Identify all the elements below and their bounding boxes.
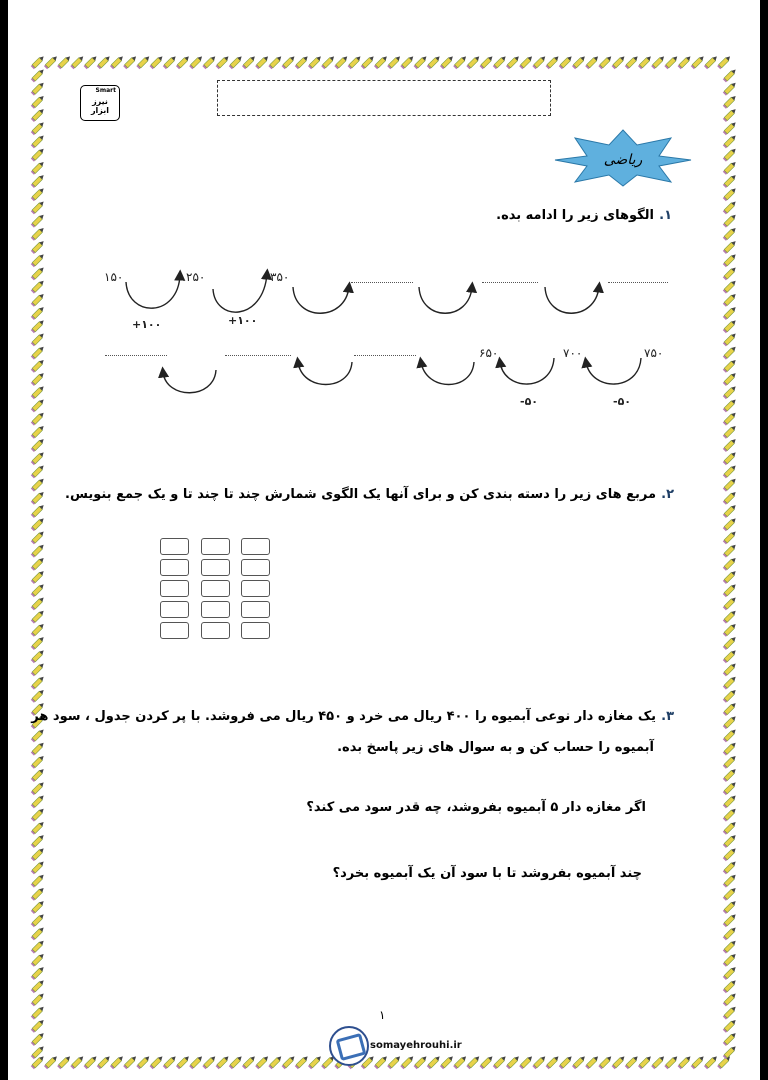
pencil-icon <box>414 1055 428 1069</box>
pencil-icon <box>723 424 737 438</box>
pencil-icon <box>31 979 45 993</box>
pencil-icon <box>723 596 737 610</box>
counting-square <box>201 538 230 555</box>
pencil-icon <box>723 1032 737 1046</box>
q3-subquestion-1: اگر مغازه دار ۵ آبمیوه بفروشد، چه قدر سود می کند؟ <box>306 800 646 815</box>
pencil-icon <box>31 556 45 570</box>
pencil-icon <box>189 1055 203 1069</box>
pencil-icon <box>295 1055 309 1069</box>
pencil-icon <box>440 1055 454 1069</box>
counting-square <box>241 559 270 576</box>
pencil-icon <box>678 1055 692 1069</box>
pencil-icon <box>723 438 737 452</box>
arc-arrow <box>421 362 474 385</box>
pencil-icon <box>31 900 45 914</box>
arc-arrow <box>126 275 180 308</box>
pencil-icon <box>282 1055 296 1069</box>
pencil-icon <box>31 966 45 980</box>
pencil-icon <box>723 952 737 966</box>
pencil-icon <box>136 1055 150 1069</box>
pencil-icon <box>723 900 737 914</box>
pencil-icon <box>374 1055 388 1069</box>
answer-blank[interactable] <box>225 355 291 356</box>
subject-label: ریاضی <box>603 152 643 168</box>
q2-text: مربع های زیر را دسته بندی کن و برای آنها یک الگوی شمارش چند تا چند تا و یک جمع بنویس. <box>65 487 657 502</box>
pencil-icon <box>31 913 45 927</box>
pencil-icon <box>427 1055 441 1069</box>
answer-blank[interactable] <box>351 282 413 283</box>
pencil-icon <box>31 1018 45 1032</box>
pencil-icon <box>723 768 737 782</box>
counting-square <box>201 580 230 597</box>
pencil-icon <box>400 1055 414 1069</box>
pencil-icon <box>723 1018 737 1032</box>
counting-square <box>160 538 189 555</box>
pattern-step: -۵۰ <box>520 395 538 408</box>
pencil-icon <box>723 464 737 478</box>
page-number: ۱ <box>379 1008 386 1022</box>
pencil-icon <box>31 926 45 940</box>
pencil-icon <box>723 926 737 940</box>
pencil-icon <box>723 966 737 980</box>
pencil-icon <box>31 807 45 821</box>
logo-small-text: Smart <box>95 87 116 94</box>
pencil-icon <box>31 1032 45 1046</box>
pencil-icon <box>723 504 737 518</box>
counting-square <box>160 580 189 597</box>
arc-arrow <box>163 370 216 393</box>
pencil-icon <box>31 477 45 491</box>
pencil-icon <box>31 860 45 874</box>
pencil-icon <box>453 1055 467 1069</box>
pencil-icon <box>31 741 45 755</box>
pencil-icon <box>723 754 737 768</box>
pencil-icon <box>723 715 737 729</box>
pencil-icon <box>31 688 45 702</box>
q3-number: ۳. <box>661 709 674 724</box>
pencil-icon <box>723 992 737 1006</box>
pencil-icon <box>31 939 45 953</box>
pattern-value: ۱۵۰ <box>104 270 124 284</box>
arc-arrow <box>586 358 641 384</box>
pencil-icon <box>31 952 45 966</box>
pencil-icon <box>723 477 737 491</box>
arc-arrow <box>500 358 554 384</box>
pencil-icon <box>651 1055 665 1069</box>
pencil-icon <box>723 688 737 702</box>
pencil-icon <box>723 702 737 716</box>
pencil-icon <box>31 754 45 768</box>
counting-square <box>241 622 270 639</box>
pencil-icon <box>585 1055 599 1069</box>
pencil-icon <box>723 741 737 755</box>
pencil-icon <box>723 517 737 531</box>
worksheet-page <box>8 0 760 1080</box>
pencil-icon <box>31 609 45 623</box>
answer-blank[interactable] <box>105 355 167 356</box>
counting-square <box>241 601 270 618</box>
pencil-icon <box>31 794 45 808</box>
pencil-icon <box>31 1005 45 1019</box>
pencil-icon <box>110 1055 124 1069</box>
website-url[interactable]: somayehrouhi.ir <box>370 1040 462 1051</box>
arc-arrow <box>298 362 352 385</box>
pencil-icon <box>31 781 45 795</box>
pencil-icon <box>31 517 45 531</box>
arc-arrow <box>545 287 599 313</box>
pencil-icon <box>723 847 737 861</box>
pencil-icon <box>44 1055 58 1069</box>
pattern-value: ۲۵۰ <box>186 270 206 284</box>
pencil-icon <box>31 820 45 834</box>
pencil-icon <box>70 1055 84 1069</box>
pencil-icon <box>31 464 45 478</box>
pencil-icon <box>625 1055 639 1069</box>
pencil-icon <box>123 1055 137 1069</box>
pattern-step: +۱۰۰ <box>228 314 258 327</box>
pencil-icon <box>723 781 737 795</box>
counting-square <box>201 622 230 639</box>
pencil-icon <box>31 504 45 518</box>
pencil-icon <box>559 1055 573 1069</box>
pencil-icon <box>723 834 737 848</box>
pencil-icon <box>723 490 737 504</box>
pencil-icon <box>506 1055 520 1069</box>
counting-square <box>160 622 189 639</box>
pencil-icon <box>31 847 45 861</box>
pencil-icon <box>723 1005 737 1019</box>
pencil-icon <box>532 1055 546 1069</box>
pencil-icon <box>493 1055 507 1069</box>
pencil-icon <box>31 490 45 504</box>
pencil-icon <box>612 1055 626 1069</box>
arc-arrow <box>419 287 472 313</box>
pencil-icon <box>31 451 45 465</box>
pencil-icon <box>723 556 737 570</box>
pencil-icon <box>31 636 45 650</box>
pencil-icon <box>723 979 737 993</box>
answer-blank[interactable] <box>608 282 668 283</box>
arc-arrow <box>293 287 349 313</box>
pencil-icon <box>704 1055 718 1069</box>
site-logo-icon <box>329 1026 369 1066</box>
pencil-icon <box>176 1055 190 1069</box>
pencil-icon <box>723 636 737 650</box>
counting-square <box>160 559 189 576</box>
pencil-icon <box>546 1055 560 1069</box>
pencil-icon <box>723 451 737 465</box>
pencil-icon <box>638 1055 652 1069</box>
pencil-icon <box>31 530 45 544</box>
question-3-heading <box>31 705 674 724</box>
pencil-icon <box>480 1055 494 1069</box>
pencil-icon <box>723 622 737 636</box>
pattern-step: +۱۰۰ <box>132 318 162 331</box>
counting-square <box>201 559 230 576</box>
pencil-icon <box>229 1055 243 1069</box>
pencil-icon <box>723 583 737 597</box>
pencil-icon <box>242 1055 256 1069</box>
pencil-icon <box>31 583 45 597</box>
q1-number: ۱. <box>659 208 672 223</box>
counting-square <box>241 538 270 555</box>
pencil-icon <box>723 794 737 808</box>
counting-square <box>201 601 230 618</box>
pencil-icon <box>691 1055 705 1069</box>
pencil-icon <box>723 530 737 544</box>
pattern-value: ۷۰۰ <box>563 346 583 360</box>
arc-arrow <box>213 274 267 312</box>
q1-text: الگوهای زیر را ادامه بده. <box>496 208 655 223</box>
pencil-icon <box>84 1055 98 1069</box>
pencil-icon <box>519 1055 533 1069</box>
answer-blank[interactable] <box>482 282 538 283</box>
pencil-icon <box>31 992 45 1006</box>
pencil-icon <box>31 728 45 742</box>
pencil-icon <box>31 662 45 676</box>
pencil-icon <box>723 886 737 900</box>
pencil-icon <box>31 886 45 900</box>
pencil-icon <box>216 1055 230 1069</box>
answer-blank[interactable] <box>354 355 416 356</box>
pencil-icon <box>31 622 45 636</box>
pencil-icon <box>31 675 45 689</box>
pencil-icon <box>723 570 737 584</box>
pencil-icon <box>723 543 737 557</box>
pencil-icon <box>723 649 737 663</box>
pencil-icon <box>723 913 737 927</box>
counting-square <box>241 580 270 597</box>
q2-number: ۲. <box>661 487 674 502</box>
pencil-icon <box>723 662 737 676</box>
pencil-icon <box>31 873 45 887</box>
pencil-icon <box>31 438 45 452</box>
pencil-icon <box>723 1045 737 1059</box>
q3-line2: آبمیوه را حساب کن و به سوال های زیر پاسخ بده. <box>337 740 654 755</box>
q3-line1: یک مغازه دار نوعی آبمیوه را ۴۰۰ ریال می خرد و ۴۵۰ ریال می فروشد. با پر کردن جدول ، سود هر <box>31 709 657 724</box>
logo-brand-text: نیرز ابزار <box>90 97 110 115</box>
pattern-value: ۶۵۰ <box>479 346 499 360</box>
pencil-icon <box>31 570 45 584</box>
q3-subquestion-2: چند آبمیوه بفروشد تا با سود آن یک آبمیوه بخرد؟ <box>332 866 642 881</box>
pencil-icon <box>97 1055 111 1069</box>
pencil-icon <box>723 939 737 953</box>
pencil-icon <box>598 1055 612 1069</box>
pencil-icon <box>664 1055 678 1069</box>
pattern-value: ۷۵۰ <box>644 346 664 360</box>
pencil-icon <box>57 1055 71 1069</box>
pencil-icon <box>202 1055 216 1069</box>
pencil-icon <box>387 1055 401 1069</box>
pattern-value: ۳۵۰ <box>270 270 290 284</box>
pencil-icon <box>723 728 737 742</box>
pencil-icon <box>31 543 45 557</box>
pencil-icon <box>31 768 45 782</box>
pencil-icon <box>308 1055 322 1069</box>
pencil-icon <box>723 609 737 623</box>
pencil-icon <box>723 807 737 821</box>
question-2-heading <box>65 483 674 502</box>
pencil-icon <box>723 860 737 874</box>
pencil-icon <box>31 649 45 663</box>
pencil-icon <box>31 834 45 848</box>
counting-square <box>160 601 189 618</box>
pencil-icon <box>723 820 737 834</box>
pencil-icon <box>150 1055 164 1069</box>
pencil-icon <box>163 1055 177 1069</box>
pencil-icon <box>466 1055 480 1069</box>
pencil-icon <box>31 424 45 438</box>
pencil-icon <box>723 675 737 689</box>
pencil-icon <box>572 1055 586 1069</box>
pencil-icon <box>268 1055 282 1069</box>
pattern-step: -۵۰ <box>613 395 631 408</box>
pencil-icon <box>31 596 45 610</box>
pencil-icon <box>255 1055 269 1069</box>
pencil-icon <box>723 873 737 887</box>
